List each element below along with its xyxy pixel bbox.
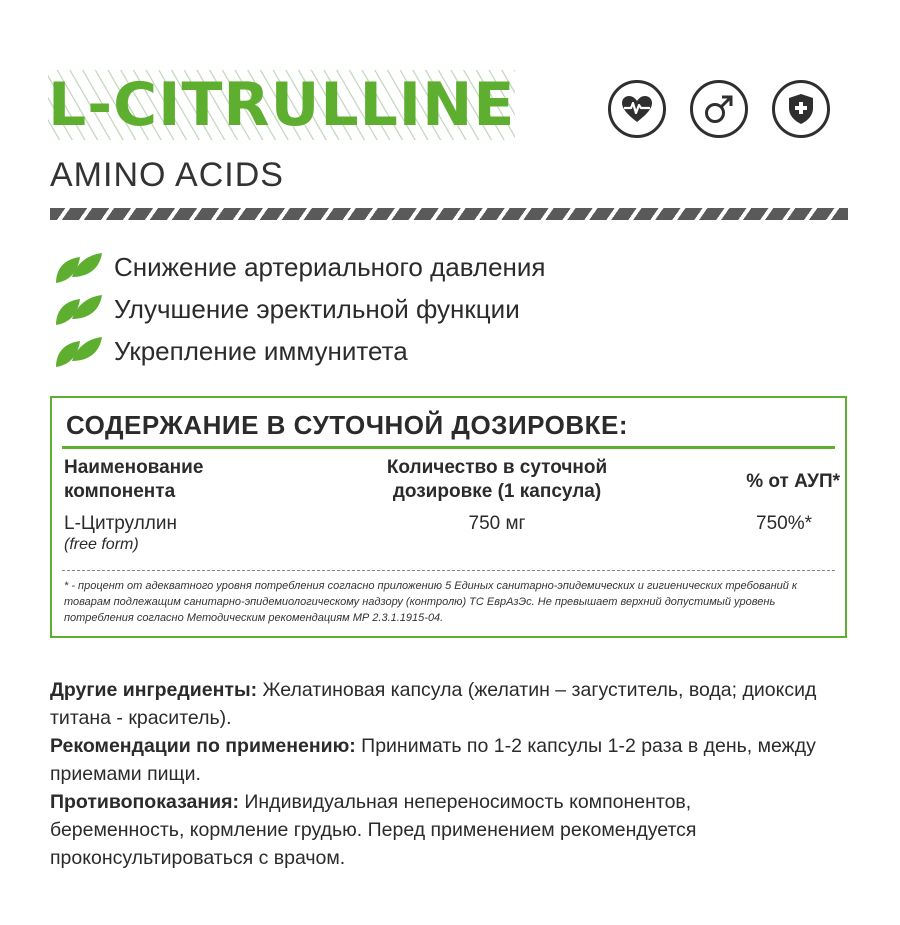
column-header-amount: Количество в суточной дозировке (1 капсула) <box>386 457 608 502</box>
ingredients-text: Желатиновая капсула (желатин – загуститель, вода; диоксид титана - краситель). <box>50 679 817 729</box>
heart-pulse-icon <box>608 80 666 138</box>
product-subtitle: AMINO ACIDS <box>50 156 284 194</box>
usage-paragraph <box>50 732 830 788</box>
column-header-percent: % от АУП* <box>746 471 840 492</box>
usage-label: Рекомендации по применению: <box>50 735 356 757</box>
contraindications-paragraph <box>50 788 830 872</box>
contraindications-label: Противопоказания: <box>50 791 239 813</box>
row-note: (free form) <box>64 536 139 553</box>
leaf-icon <box>50 289 106 329</box>
decorative-stripe <box>50 208 848 220</box>
benefit-text: Улучшение эректильной функции <box>114 293 520 324</box>
divider <box>62 446 835 449</box>
composition-table <box>50 396 847 638</box>
list-item <box>50 246 546 288</box>
leaf-icon <box>50 331 106 371</box>
shield-cross-icon <box>772 80 830 138</box>
benefit-text: Снижение артериального давления <box>114 251 546 282</box>
row-percent: 750%* <box>756 513 812 534</box>
column-header-name: Наименование компонента <box>64 457 204 502</box>
row-name: L-Цитруллин <box>64 513 177 534</box>
product-info <box>50 676 830 872</box>
contraindications-text: Индивидуальная непереносимость компонентов, беременность, кормление грудью. Перед применением рекомендуется проконсультироваться с врачом. <box>50 791 697 869</box>
list-item <box>50 330 546 372</box>
ingredients-paragraph <box>50 676 830 732</box>
ingredients-label: Другие ингредиенты: <box>50 679 258 701</box>
footnote: * - процент от адекватного уровня потребления согласно приложению 5 Единых санитарно-эпидемических и гигиенических требований к товарам подлежащим санитарно-эпидемиологическому надзору (контролю) ТС ЕврАзЭс. Не превышает верхний допустимый уровень потребления согласно Методическим рекомендациям МР 2.3.1.1915-04. <box>64 580 798 624</box>
composition-title: СОДЕРЖАНИЕ В СУТОЧНОЙ ДОЗИРОВКЕ: <box>66 410 629 440</box>
benefits-list <box>50 246 546 372</box>
product-title: L-CITRULLINE <box>48 70 516 140</box>
benefit-text: Укрепление иммунитета <box>114 335 408 366</box>
male-symbol-icon <box>690 80 748 138</box>
row-amount: 750 мг <box>468 513 526 534</box>
divider <box>62 570 835 571</box>
list-item <box>50 288 546 330</box>
feature-icons <box>608 80 830 138</box>
leaf-icon <box>50 247 106 287</box>
usage-text: Принимать по 1-2 капсулы 1-2 раза в день, между приемами пищи. <box>50 735 816 785</box>
